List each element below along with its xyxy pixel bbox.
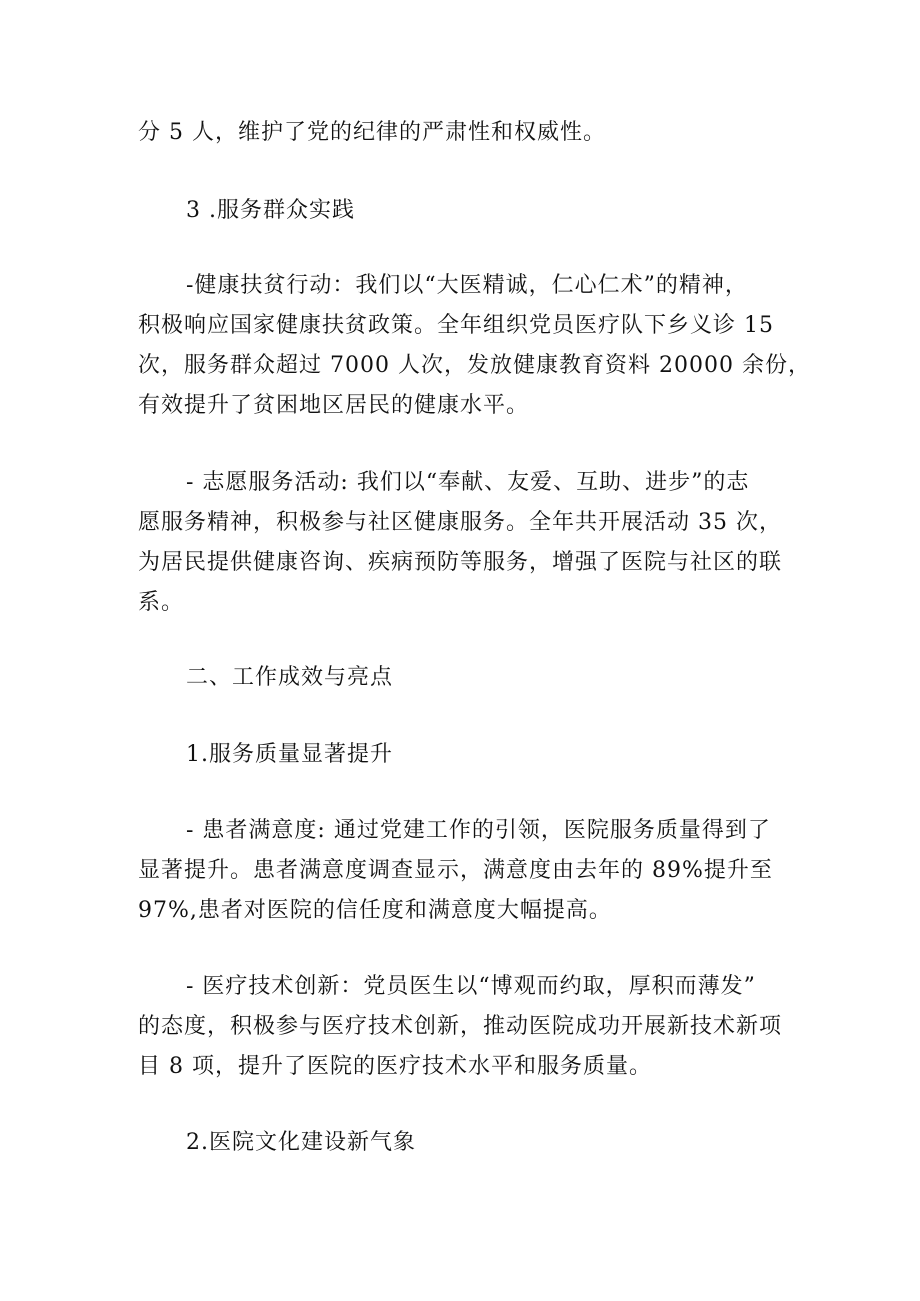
paragraph-line: 显著提升。患者满意度调查显示，满意度由去年的 89%提升至 bbox=[138, 858, 773, 883]
paragraph-line: 有效提升了贫困地区居民的健康水平。 bbox=[138, 393, 530, 418]
paragraph-line: 的态度，积极参与医疗技术创新，推动医院成功开展新技术新项 bbox=[138, 1014, 783, 1039]
paragraph-line: 积极响应国家健康扶贫政策。全年组织党员医疗队下乡义诊 15 bbox=[138, 313, 774, 338]
subsection-heading: 2.医院文化建设新气象 bbox=[186, 1130, 416, 1155]
paragraph-line: 分 5 人，维护了党的纪律的严肃性和权威性。 bbox=[138, 120, 606, 145]
subsection-heading: 1.服务质量显著提升 bbox=[186, 742, 393, 767]
section-heading: 二、工作成效与亮点 bbox=[186, 665, 394, 690]
paragraph-line: 目 8 项，提升了医院的医疗技术水平和服务质量。 bbox=[138, 1054, 652, 1079]
paragraph-line: 次，服务群众超过 7000 人次，发放健康教育资料 20000 余份， bbox=[138, 353, 811, 378]
paragraph-line: -健康扶贫行动：我们以“大医精诚，仁心仁术”的精神， bbox=[186, 273, 748, 298]
paragraph-line: - 患者满意度: 通过党建工作的引领，医院服务质量得到了 bbox=[186, 818, 771, 843]
paragraph-line: - 医疗技术创新：党员医生以“博观而约取，厚积而薄发” bbox=[186, 974, 756, 999]
paragraph-line: 为居民提供健康咨询、疾病预防等服务，增强了医院与社区的联 bbox=[138, 550, 783, 575]
paragraph-line: - 志愿服务活动: 我们以“奉献、友爱、互助、进步”的志 bbox=[186, 470, 750, 495]
paragraph-line: 系。 bbox=[138, 590, 185, 615]
paragraph-line: 97%,患者对医院的信任度和满意度大幅提高。 bbox=[138, 898, 612, 923]
section-heading: 3 .服务群众实践 bbox=[186, 198, 355, 223]
paragraph-line: 愿服务精神，积极参与社区健康服务。全年共开展活动 35 次， bbox=[138, 510, 782, 535]
